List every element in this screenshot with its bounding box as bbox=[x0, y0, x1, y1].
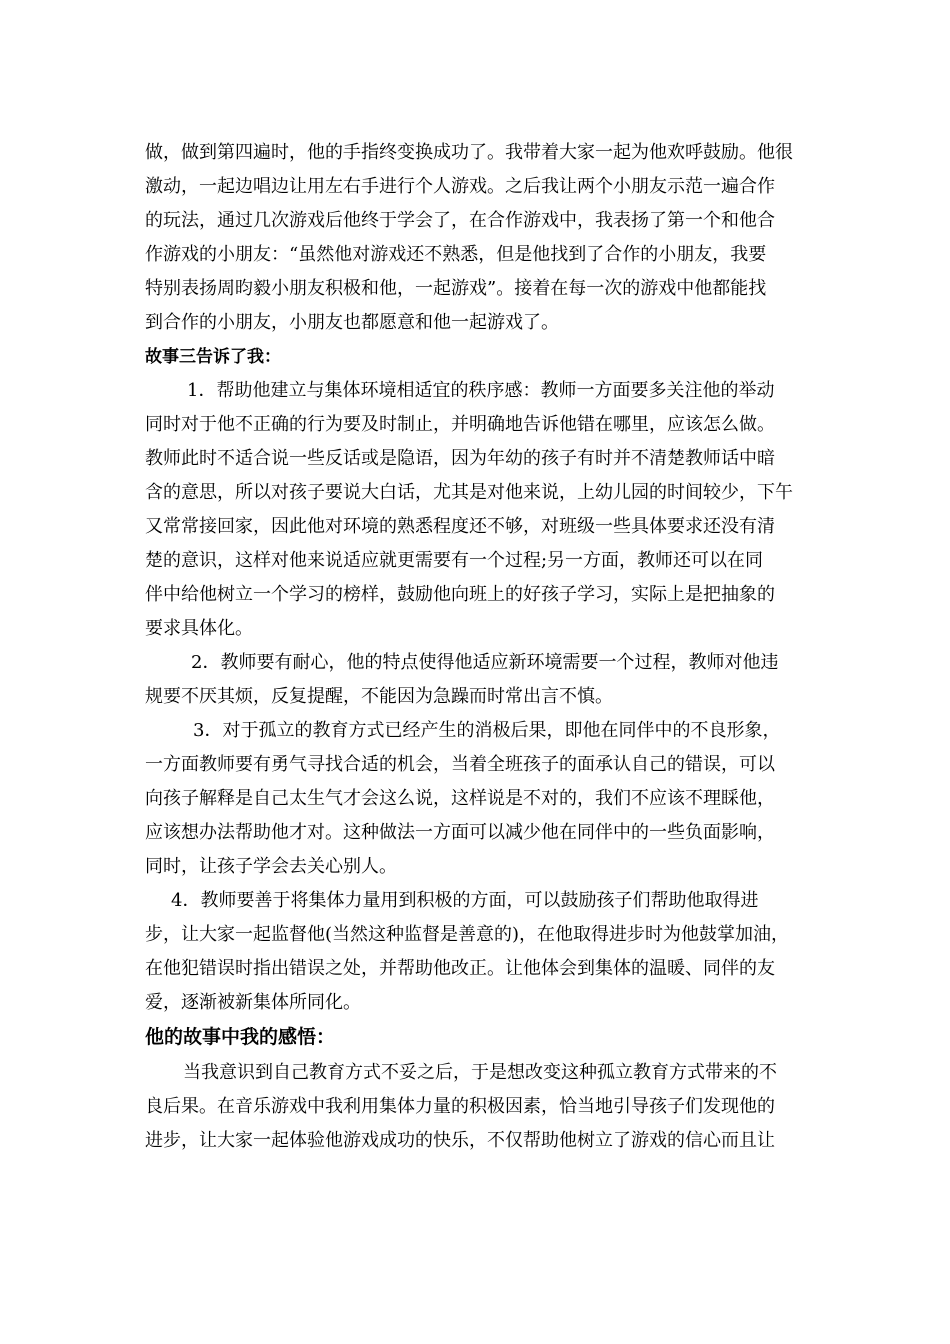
text-line: 1．帮助他建立与集体环境相适宜的秩序感：教师一方面要多关注他的举动 bbox=[187, 380, 775, 401]
text-line: 特别表扬周昀毅小朋友积极和他，一起游戏”。接着在每一次的游戏中他都能找 bbox=[145, 278, 767, 299]
point-1-paragraph bbox=[145, 374, 810, 646]
point-3-paragraph bbox=[145, 714, 810, 884]
text-line: 爱，逐渐被新集体所同化。 bbox=[145, 992, 361, 1013]
text-line: 进步，让大家一起体验他游戏成功的快乐，不仅帮助他树立了游戏的信心而且让 bbox=[145, 1130, 775, 1151]
text-line: 当我意识到自己教育方式不妥之后，于是想改变这种孤立教育方式带来的不 bbox=[183, 1062, 777, 1083]
text-line: 4．教师要善于将集体力量用到积极的方面，可以鼓励孩子们帮助他取得进 bbox=[171, 890, 759, 911]
text-line: 作游戏的小朋友：“虽然他对游戏还不熟悉，但是他找到了合作的小朋友，我要 bbox=[145, 244, 767, 265]
text-line: 做，做到第四遍时，他的手指终变换成功了。我带着大家一起为他欢呼鼓励。他很 bbox=[145, 142, 793, 163]
text-line: 到合作的小朋友，小朋友也都愿意和他一起游戏了。 bbox=[145, 312, 559, 333]
text-line: 激动，一起边唱边让用左右手进行个人游戏。之后我让两个小朋友示范一遍合作 bbox=[145, 176, 775, 197]
text-line: 步，让大家一起监督他(当然这种监督是善意的)，在他取得进步时为他鼓掌加油， bbox=[145, 924, 790, 945]
text-line: 一方面教师要有勇气寻找合适的机会，当着全班孩子的面承认自己的错误，可以 bbox=[145, 754, 775, 775]
text-line: 在他犯错误时指出错误之处，并帮助他改正。让他体会到集体的温暖、同伴的友 bbox=[145, 958, 775, 979]
text-line: 规要不厌其烦，反复提醒，不能因为急躁而时常出言不慎。 bbox=[145, 686, 613, 707]
document-page bbox=[145, 136, 810, 1158]
text-line: 同时对于他不正确的行为要及时制止，并明确地告诉他错在哪里，应该怎么做。 bbox=[145, 414, 775, 435]
text-line: 3．对于孤立的教育方式已经产生的消极后果，即他在同伴中的不良形象， bbox=[193, 720, 781, 741]
reflection-paragraph bbox=[145, 1056, 810, 1158]
text-line: 含的意思，所以对孩子要说大白话，尤其是对他来说，上幼儿园的时间较少，下午 bbox=[145, 482, 793, 503]
text-line: 良后果。在音乐游戏中我利用集体力量的积极因素，恰当地引导孩子们发现他的 bbox=[145, 1096, 775, 1117]
text-line: 又常常接回家，因此他对环境的熟悉程度还不够，对班级一些具体要求还没有清 bbox=[145, 516, 775, 537]
text-line: 2．教师要有耐心，他的特点使得他适应新环境需要一个过程，教师对他违 bbox=[191, 652, 779, 673]
intro-paragraph bbox=[145, 136, 810, 340]
text-line: 同时，让孩子学会去关心别人。 bbox=[145, 856, 397, 877]
text-line: 要求具体化。 bbox=[145, 618, 253, 639]
text-line: 教师此时不适合说一些反话或是隐语，因为年幼的孩子有时并不清楚教师话中暗 bbox=[145, 448, 775, 469]
point-2-paragraph bbox=[145, 646, 810, 714]
text-line: 楚的意识，这样对他来说适应就更需要有一个过程;另一方面，教师还可以在同 bbox=[145, 550, 764, 571]
section-heading-story3: 故事三告诉了我： bbox=[145, 347, 281, 367]
text-line: 应该想办法帮助他才对。这种做法一方面可以减少他在同伴中的一些负面影响， bbox=[145, 822, 775, 843]
section-heading-reflection: 他的故事中我的感悟： bbox=[145, 1026, 336, 1048]
text-line: 向孩子解释是自己太生气才会这么说，这样说是不对的，我们不应该不理睬他， bbox=[145, 788, 775, 809]
point-4-paragraph bbox=[145, 884, 810, 1020]
text-line: 的玩法，通过几次游戏后他终于学会了，在合作游戏中，我表扬了第一个和他合 bbox=[145, 210, 775, 231]
text-line: 伴中给他树立一个学习的榜样，鼓励他向班上的好孩子学习，实际上是把抽象的 bbox=[145, 584, 775, 605]
